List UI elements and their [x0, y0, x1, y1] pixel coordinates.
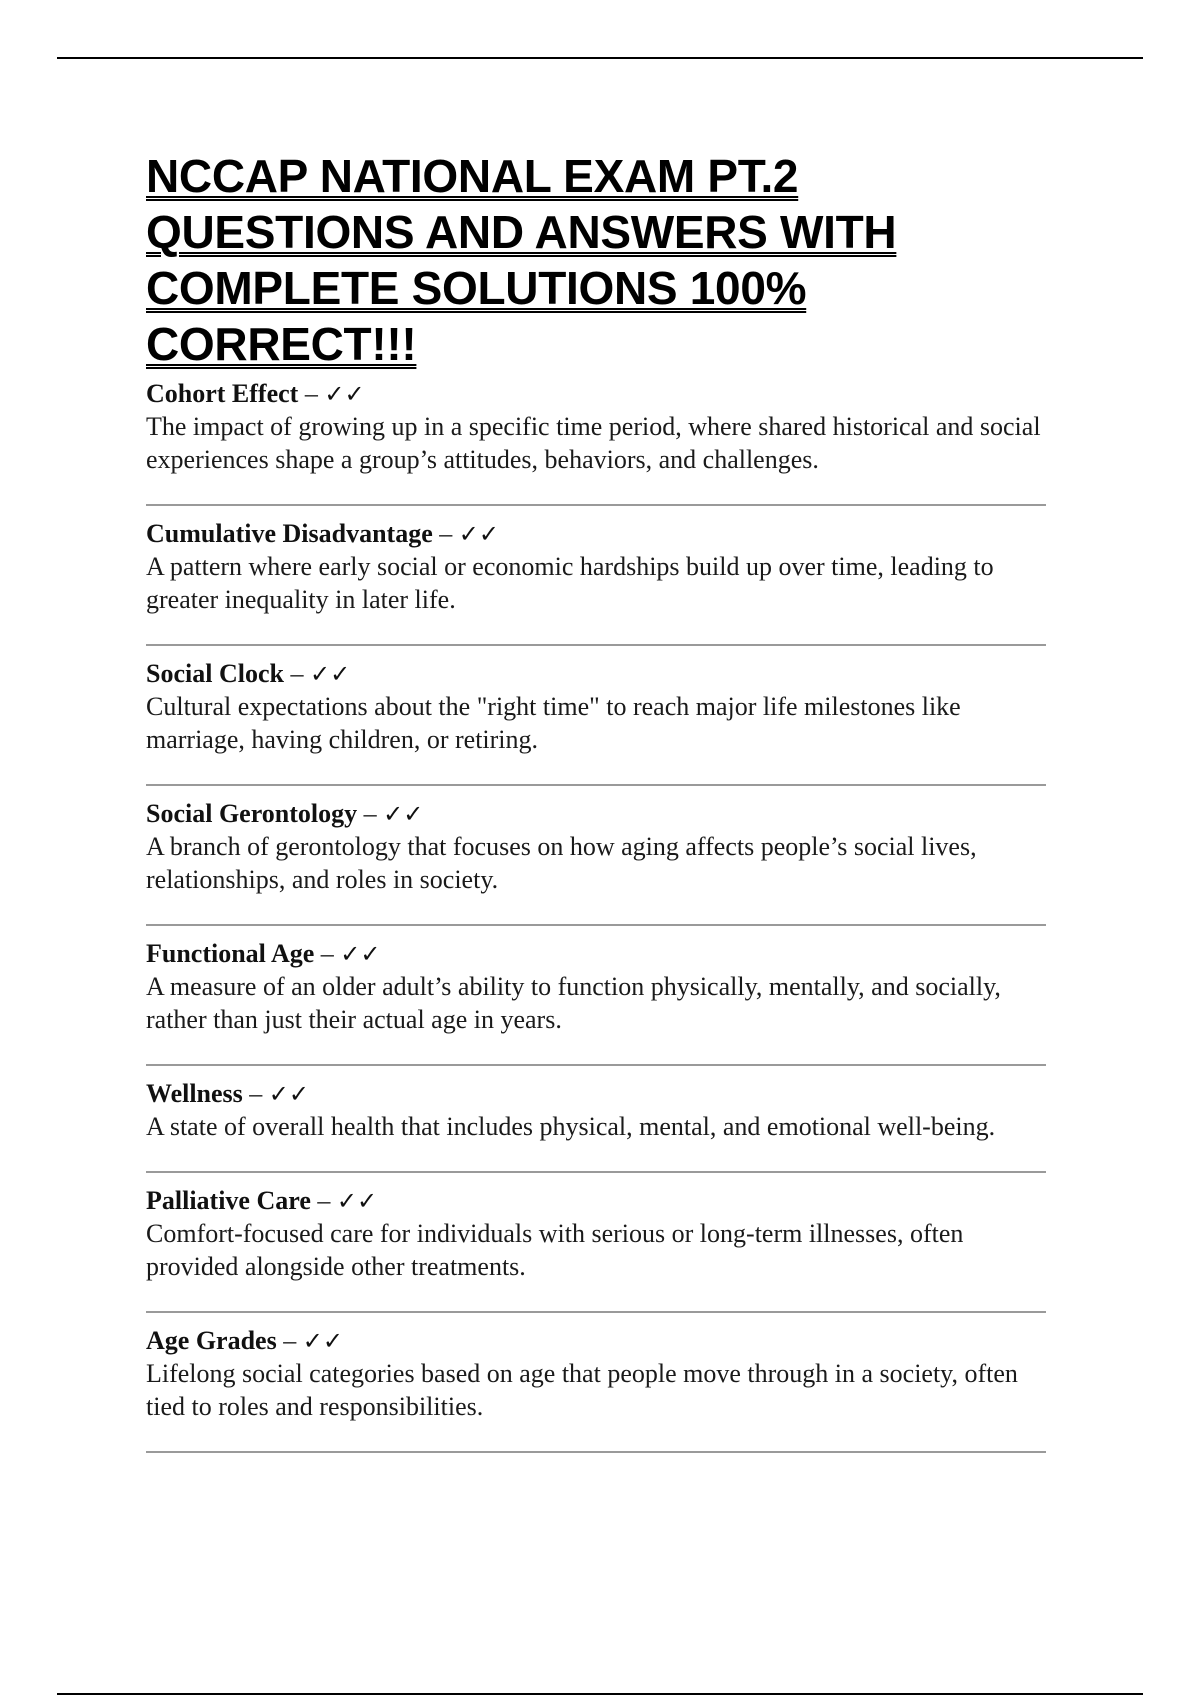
double-check-icon: ✓✓ — [268, 1080, 310, 1108]
term-definition: Cultural expectations about the "right time" to reach major life milestones like marriage, having children, or retiring. — [146, 692, 961, 754]
term-heading — [146, 1078, 1046, 1110]
term-definition: A branch of gerontology that focuses on how aging affects people’s social lives, relationships, and roles in society. — [146, 832, 977, 894]
term-heading — [146, 1325, 1046, 1357]
term-entry — [146, 378, 1046, 506]
term-dash: – — [276, 1326, 303, 1355]
term-dash: – — [432, 519, 459, 548]
term-name: Cumulative Disadvantage — [146, 519, 433, 548]
term-dash: – — [310, 1186, 337, 1215]
term-heading — [146, 798, 1046, 830]
term-definition: A state of overall health that includes physical, mental, and emotional well-being. — [146, 1112, 996, 1141]
page-top-rule — [57, 57, 1143, 59]
term-definition: Lifelong social categories based on age that people move through in a society, often tied to roles and responsibilities. — [146, 1359, 1018, 1421]
double-check-icon: ✓✓ — [336, 1187, 378, 1215]
term-definition: Comfort-focused care for individuals with serious or long-term illnesses, often provided alongside other treatments. — [146, 1219, 964, 1281]
term-dash: – — [283, 659, 310, 688]
term-heading — [146, 938, 1046, 970]
term-heading — [146, 658, 1046, 690]
term-dash: – — [298, 379, 325, 408]
term-name: Palliative Care — [146, 1186, 311, 1215]
term-entry — [146, 938, 1046, 1066]
double-check-icon: ✓✓ — [458, 520, 499, 548]
document-title: NCCAP NATIONAL EXAM PT.2 QUESTIONS AND ANSWERS WITH COMPLETE SOLUTIONS 100% CORRECT!!! — [146, 150, 897, 370]
term-entry — [146, 1078, 1046, 1173]
double-check-icon: ✓✓ — [302, 1327, 343, 1355]
term-name: Cohort Effect — [146, 379, 299, 408]
term-entry — [146, 658, 1046, 786]
term-entry — [146, 1325, 1046, 1453]
term-name: Wellness — [146, 1079, 243, 1108]
term-entry — [146, 518, 1046, 646]
term-entry — [146, 1185, 1046, 1313]
term-name: Age Grades — [146, 1326, 277, 1355]
double-check-icon: ✓✓ — [309, 660, 351, 688]
term-list — [146, 378, 1046, 1453]
term-dash: – — [242, 1079, 269, 1108]
page-bottom-rule — [57, 1693, 1143, 1695]
term-dash: – — [357, 799, 384, 828]
term-name: Social Gerontology — [146, 799, 358, 828]
term-definition: The impact of growing up in a specific time period, where shared historical and social experiences shape a group’s attitudes, behaviors, and challenges. — [146, 412, 1041, 474]
term-dash: – — [314, 939, 341, 968]
term-heading — [146, 518, 1046, 550]
term-entry — [146, 798, 1046, 926]
term-definition: A pattern where early social or economic hardships build up over time, leading to greater inequality in later life. — [146, 552, 994, 614]
document-body — [146, 148, 1046, 1465]
term-definition: A measure of an older adult’s ability to function physically, mentally, and socially, rather than just their actual age in years. — [146, 972, 1001, 1034]
double-check-icon: ✓✓ — [383, 800, 424, 828]
term-name: Functional Age — [146, 939, 315, 968]
double-check-icon: ✓✓ — [324, 380, 365, 408]
term-heading — [146, 378, 1046, 410]
term-heading — [146, 1185, 1046, 1217]
double-check-icon: ✓✓ — [340, 940, 381, 968]
term-name: Social Clock — [146, 659, 284, 688]
